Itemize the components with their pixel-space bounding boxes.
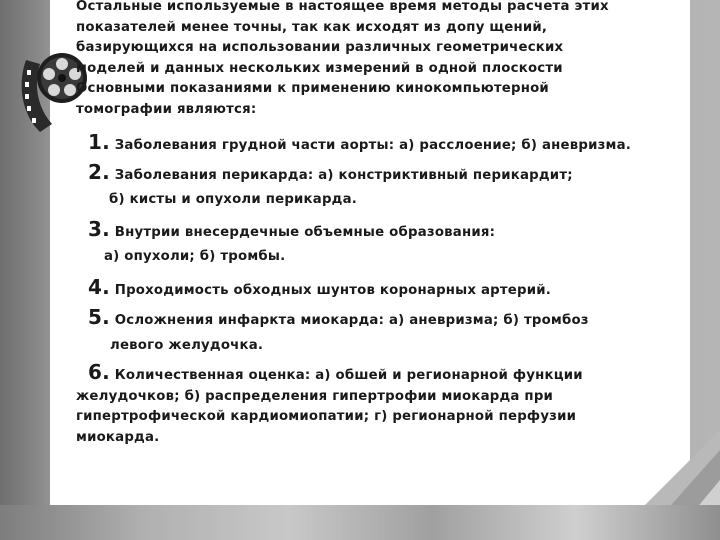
bottom-strip	[0, 505, 720, 540]
list-number: 5.	[88, 305, 110, 329]
intro-line: Основными показаниями к применению кинокомпьютерной	[76, 81, 549, 96]
list-item-text: Осложнения инфаркта миокарда: а) аневризма; б) тромбоз	[114, 313, 589, 328]
list-number: 4.	[88, 274, 110, 299]
list-number: 2.	[88, 159, 110, 184]
list-item-text: желудочков; б) распределения гипертрофии миокарда при	[76, 388, 554, 404]
list-item-text: Количественная оценка: а) обшей и регионарной функции	[114, 368, 583, 383]
intro-line: томографии являются:	[76, 101, 257, 117]
intro-line: Остальные используемые в настоящее время методы расчета этих	[76, 0, 609, 14]
list-item-text: а) опухоли; б) тромбы.	[104, 249, 286, 264]
list-item-text: миокарда.	[76, 429, 160, 445]
list-item-2	[76, 159, 706, 211]
list-item-3	[76, 216, 706, 268]
list-item-6	[76, 362, 706, 448]
intro-line: базирующихся на использовании различных геометрических	[76, 40, 564, 55]
list-number: 3.	[88, 216, 110, 241]
list-number: 6.	[88, 360, 110, 384]
list-item-text: Заболевания перикарда: а) констриктивный перикардит;	[114, 167, 573, 183]
list-item-text: Внутрии внесердечные объемные образования:	[114, 224, 496, 240]
list-item-text: Заболевания грудной части аорты: а) расслоение; б) аневризма.	[114, 138, 632, 153]
list-item-1	[76, 132, 706, 157]
slide-text	[76, 0, 706, 448]
list-item-text: гипертрофической кардиомиопатии; г) регионарной перфузии	[76, 409, 577, 424]
intro-line: показателей менее точны, так как исходят из допу щений,	[76, 19, 548, 35]
list-number: 1.	[88, 130, 110, 154]
list-item-text: Проходимость обходных шунтов коронарных артерий.	[114, 282, 552, 298]
intro-line: моделей и данных нескольких измерений в одной плоскости	[76, 60, 563, 76]
list-item-text: б) кисты и опухоли перикарда.	[109, 192, 358, 207]
list-item-4	[76, 274, 706, 302]
list-item-text: левого желудочка.	[110, 337, 264, 353]
list-item-5	[76, 307, 706, 356]
intro-paragraph	[76, 0, 706, 120]
